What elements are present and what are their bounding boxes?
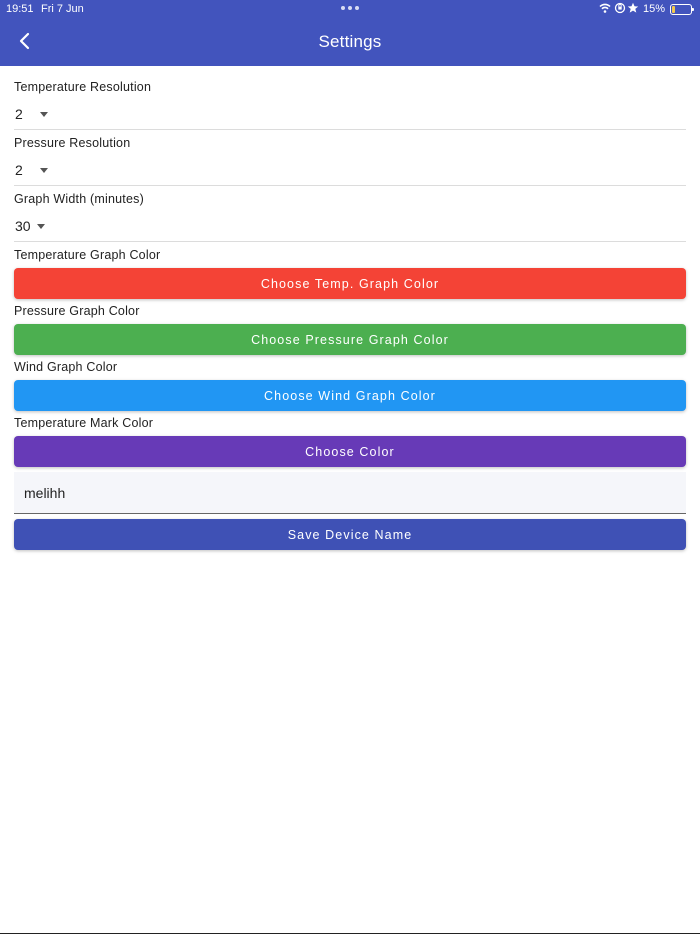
graph-width-dropdown[interactable] <box>14 212 686 242</box>
temperature-mark-color-label: Temperature Mark Color <box>14 416 154 430</box>
multitasking-dots-icon[interactable] <box>341 6 359 12</box>
battery-percent: 15% <box>642 3 665 15</box>
wind-graph-color-label: Wind Graph Color <box>14 360 118 374</box>
dropdown-arrow-icon <box>40 168 48 173</box>
wifi-icon <box>599 2 611 14</box>
page-title: Settings <box>318 32 382 51</box>
orientation-lock-icon <box>614 2 626 14</box>
temperature-graph-color-label: Temperature Graph Color <box>14 248 161 262</box>
graph-width-value: 30 <box>15 218 31 234</box>
pressure-graph-color-label: Pressure Graph Color <box>14 304 140 318</box>
status-bar <box>0 0 700 18</box>
device-name-input[interactable] <box>14 472 686 513</box>
star-icon <box>627 2 639 14</box>
temperature-resolution-label: Temperature Resolution <box>14 80 152 94</box>
toolbar <box>0 18 700 66</box>
choose-wind-graph-color-button[interactable]: Choose Wind Graph Color <box>14 380 686 411</box>
dropdown-arrow-icon <box>40 112 48 117</box>
battery-icon <box>670 4 692 15</box>
graph-width-label: Graph Width (minutes) <box>14 192 144 206</box>
pressure-resolution-label: Pressure Resolution <box>14 136 131 150</box>
choose-pressure-graph-color-button[interactable]: Choose Pressure Graph Color <box>14 324 686 355</box>
choose-color-button[interactable]: Choose Color <box>14 436 686 467</box>
device-name-field[interactable] <box>14 472 686 514</box>
status-time: 19:51 <box>6 3 34 15</box>
save-device-name-button[interactable]: Save Device Name <box>14 519 686 550</box>
status-date: Fri 7 Jun <box>41 3 84 15</box>
pressure-resolution-dropdown[interactable] <box>14 156 686 186</box>
pressure-resolution-value: 2 <box>15 162 23 178</box>
app-bar <box>0 0 700 66</box>
temperature-resolution-value: 2 <box>15 106 23 122</box>
choose-temp-graph-color-button[interactable]: Choose Temp. Graph Color <box>14 268 686 299</box>
dropdown-arrow-icon <box>37 224 45 229</box>
temperature-resolution-dropdown[interactable] <box>14 100 686 130</box>
battery-level <box>672 6 675 13</box>
status-icons <box>596 2 696 16</box>
